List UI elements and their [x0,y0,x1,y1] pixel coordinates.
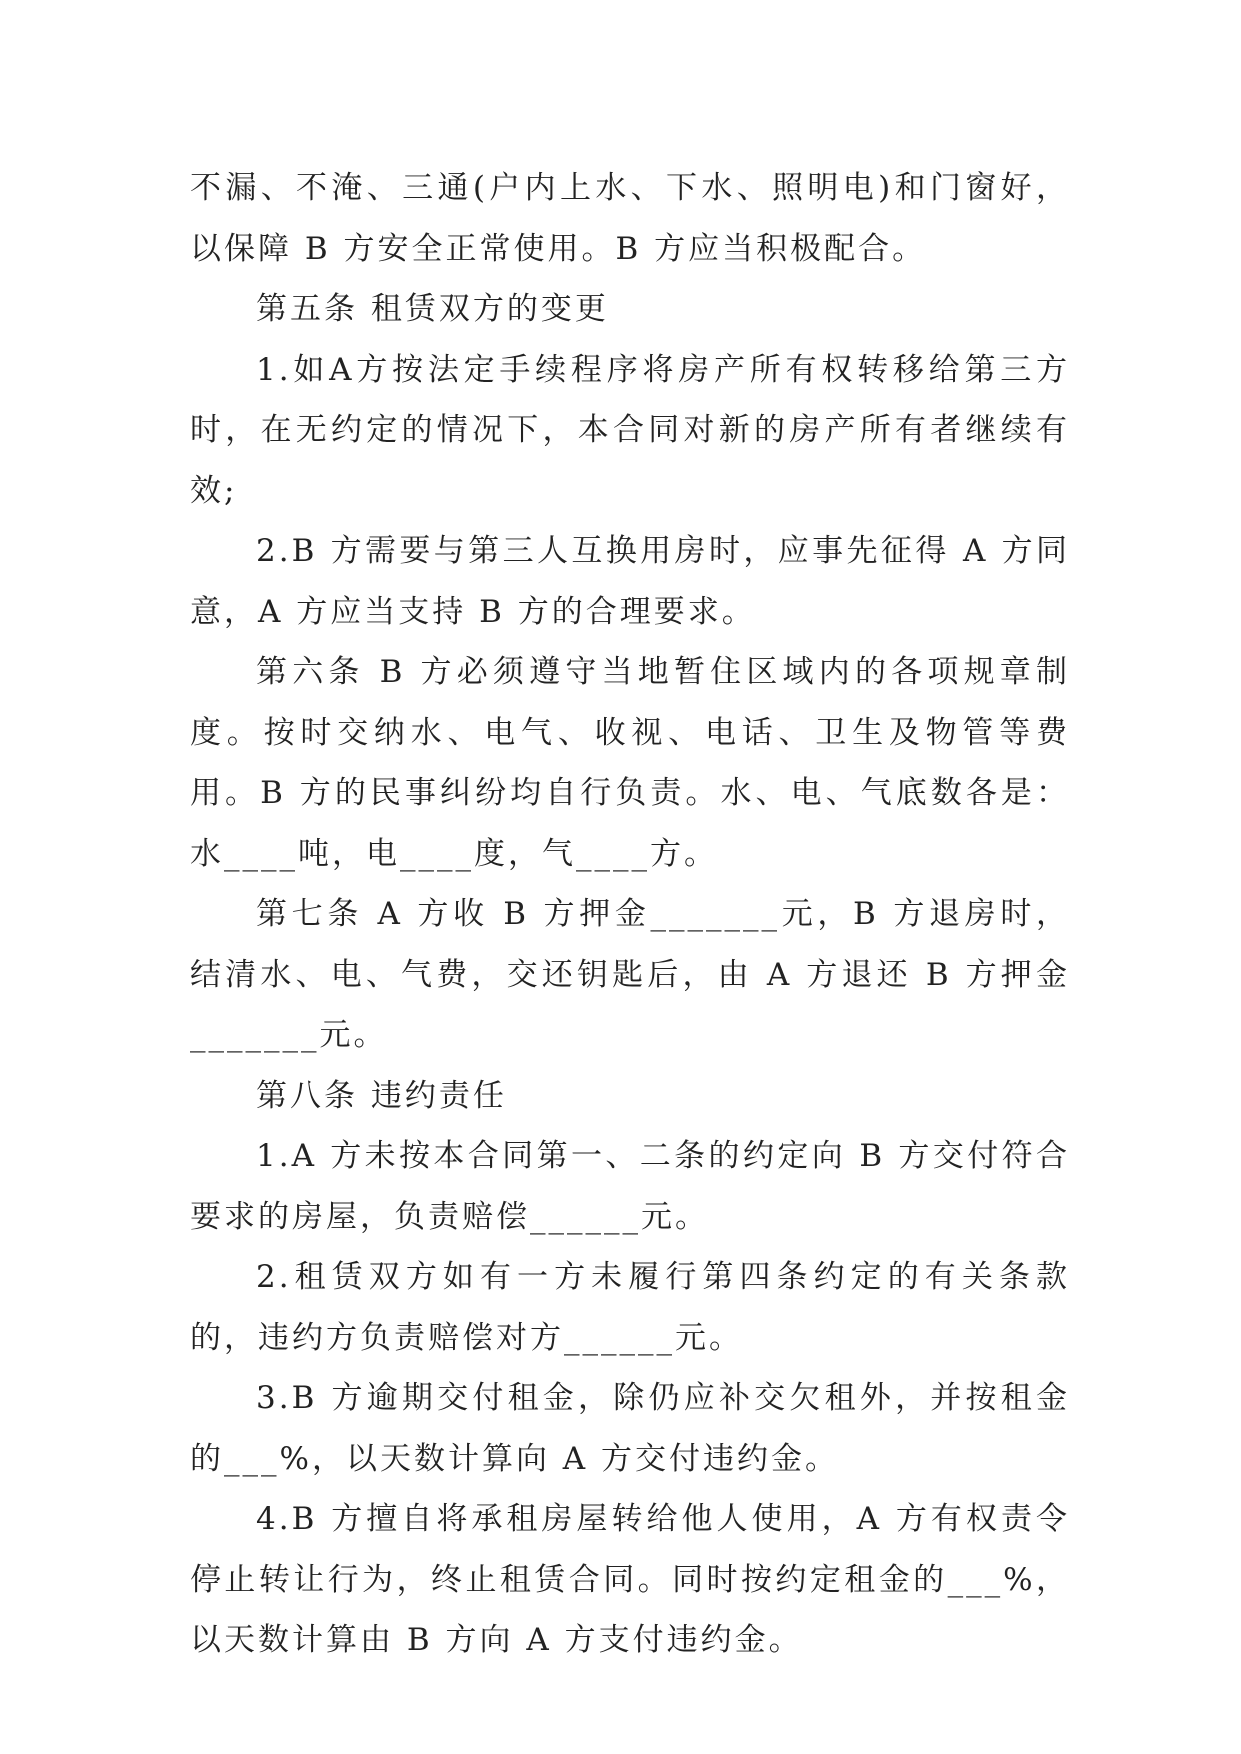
article-8-heading: 第八条 违约责任 [256,1077,507,1114]
article-8-item-2: 2.租赁双方如有一方未履行第四条约定的有关条款的，违约方负责赔偿对方______元。 [190,1259,1070,1356]
article-5-heading: 第五条 租赁双方的变更 [256,291,609,327]
article-5-item-2: 2.B 方需要与第三人互换用房时，应事先征得 A 方同意，A 方应当支持 B 方的合理要求。 [190,533,1070,630]
document-body [190,158,1070,1671]
article-8-item-1: 1.A 方未按本合同第一、二条的约定向 B 方交付符合要求的房屋，负责赔偿______元。 [190,1138,1070,1235]
article-8-item-4: 4.B 方擅自将承租房屋转给他人使用，A 方有权责令停止转让行为，终止租赁合同。同时按约定租金的___%，以天数计算由 B 方向 A 方支付违约金。 [190,1501,1070,1658]
article-7: 第七条 A 方收 B 方押金_______元，B 方退房时，结清水、电、气费，交还钥匙后，由 A 方退还 B 方押金_______元。 [190,896,1070,1053]
article-6: 第六条 B 方必须遵守当地暂住区域内的各项规章制度。按时交纳水、电气、收视、电话、卫生及物管等费用。B 方的民事纠纷均自行负责。水、电、气底数各是：水____吨，电____度，气____方。 [190,654,1070,872]
article-8-item-3: 3.B 方逾期交付租金，除仍应补交欠租外，并按租金的___%，以天数计算向 A 方交付违约金。 [190,1380,1070,1477]
article-5-item-1: 1.如A方按法定手续程序将房产所有权转移给第三方时，在无约定的情况下，本合同对新的房产所有者继续有效; [190,351,1070,509]
paragraph-continued-clause: 不漏、不淹、三通(户内上水、下水、照明电)和门窗好，以保障 B 方安全正常使用。B 方应当积极配合。 [190,170,1070,267]
